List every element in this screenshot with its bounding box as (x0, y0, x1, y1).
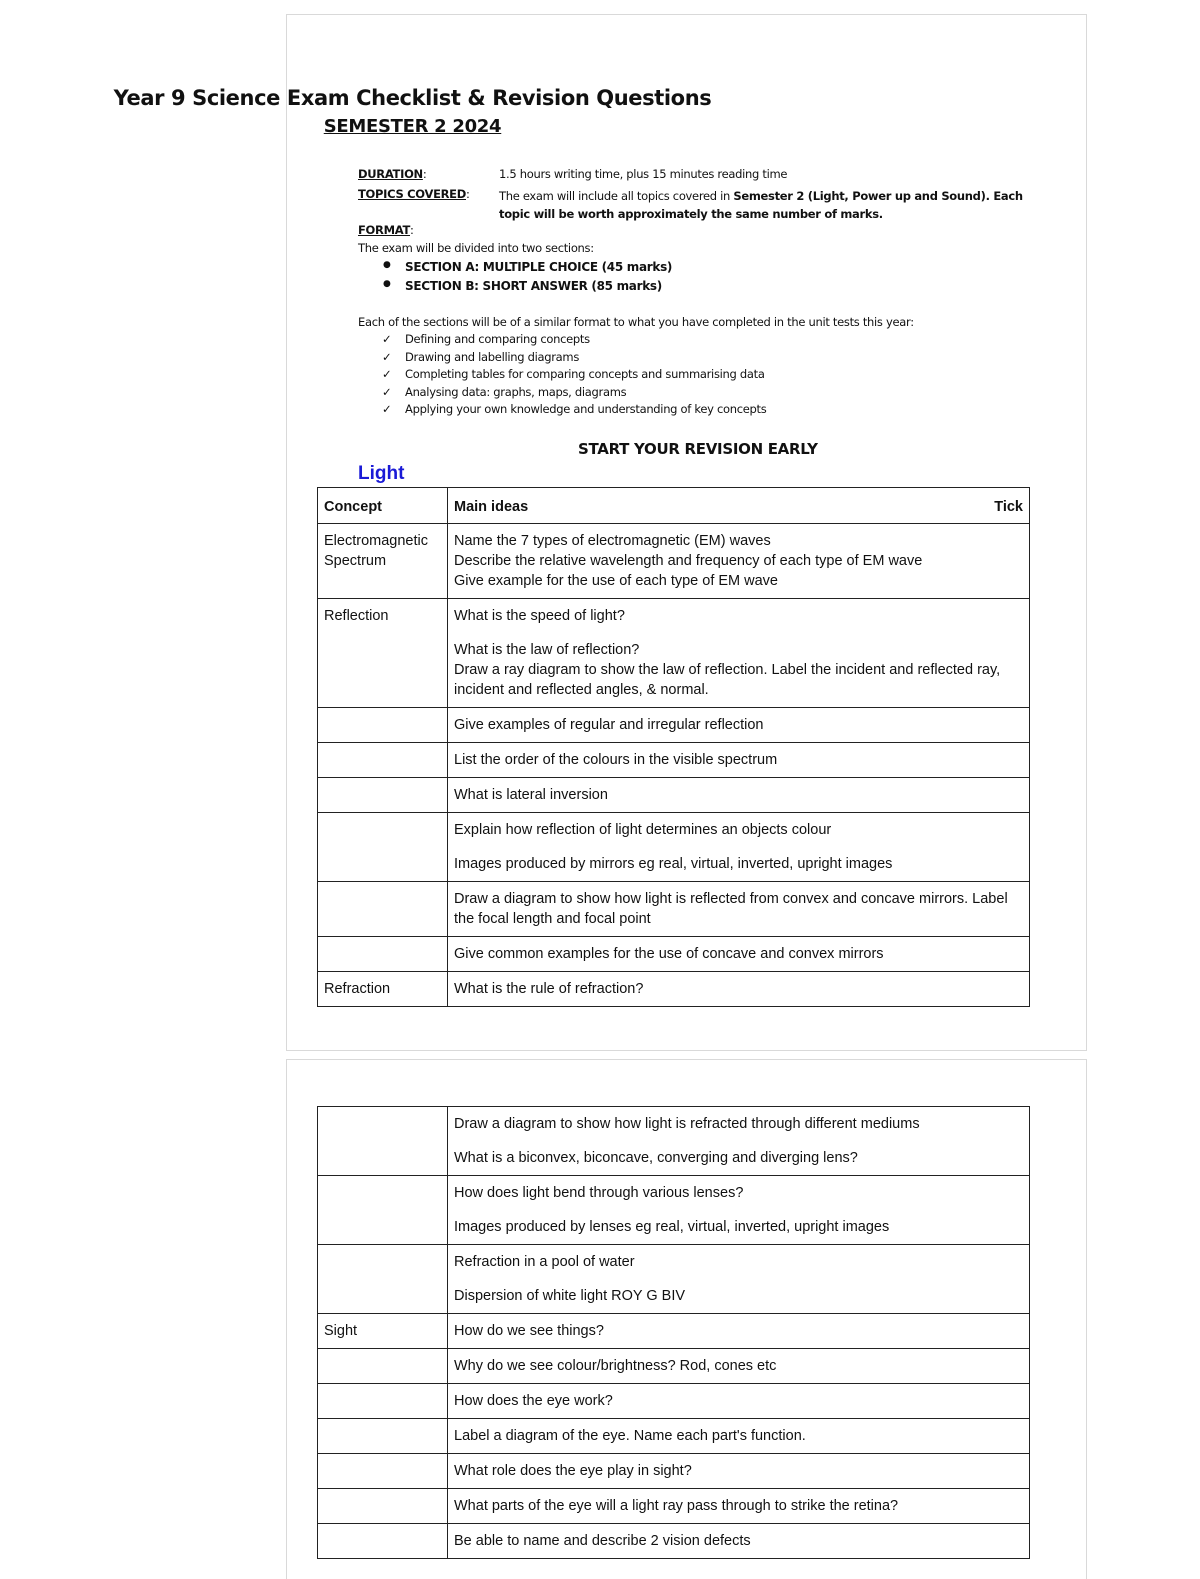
table-row (318, 1245, 1030, 1314)
main-idea-text: Images produced by lenses eg real, virtual, inverted, upright images (454, 1219, 890, 1235)
main-idea-text: Draw a ray diagram to show the law of reflection. Label the incident and reflected ray, incident and reflected angles, & normal. (454, 662, 1001, 698)
list-item: ● SECTION A: MULTIPLE CHOICE (45 marks) (358, 260, 672, 279)
topics-value-start: The exam will include all topics covered in (499, 189, 734, 203)
main-ideas-cell (448, 524, 1030, 599)
main-idea-text: Be able to name and describe 2 vision defects (454, 1533, 751, 1549)
topics-value-bold: Semester 2 (Light, Power up and Sound). Each topic will be worth approximately the same number of marks. (499, 189, 1023, 221)
main-idea-text: Dispersion of white light ROY G BIV (454, 1288, 686, 1304)
format-checklist (358, 332, 766, 420)
duration-label-wrap: DURATION: (358, 167, 427, 181)
concept-cell (318, 1454, 448, 1489)
concept-cell: Refraction (318, 972, 448, 1007)
main-ideas-cell (448, 1314, 1030, 1349)
table-row (318, 1176, 1030, 1245)
table-row (318, 882, 1030, 937)
table-row (318, 1489, 1030, 1524)
checklist-text: Applying your own knowledge and understanding of key concepts (405, 402, 767, 417)
main-ideas-cell (448, 708, 1030, 743)
concept-cell (318, 937, 448, 972)
main-idea-text: Label a diagram of the eye. Name each part's function. (454, 1428, 806, 1444)
table-body (318, 1107, 1030, 1559)
list-item (358, 385, 766, 403)
main-idea-text: Explain how reflection of light determines an objects colour (454, 822, 832, 838)
main-ideas-cell (448, 1419, 1030, 1454)
main-idea-text: How do we see things? (454, 1323, 604, 1339)
main-ideas-cell (448, 1176, 1030, 1245)
concept-cell (318, 1524, 448, 1559)
table-row (318, 1384, 1030, 1419)
table-row (318, 599, 1030, 708)
check-icon: ✓ (382, 367, 392, 382)
sections-list (358, 260, 672, 298)
main-ideas-cell (448, 743, 1030, 778)
check-icon: ✓ (382, 349, 392, 364)
main-ideas-cell (448, 972, 1030, 1007)
main-ideas-cell (448, 1454, 1030, 1489)
list-item (358, 332, 766, 350)
main-ideas-cell (448, 1524, 1030, 1559)
checklist-text: Analysing data: graphs, maps, diagrams (405, 384, 627, 399)
list-item (358, 350, 766, 368)
main-ideas-cell (448, 1349, 1030, 1384)
main-idea-text: How does light bend through various lenses? (454, 1185, 744, 1201)
concept-cell (318, 1349, 448, 1384)
duration-label: DURATION (358, 167, 423, 181)
concept-cell (318, 882, 448, 937)
main-idea-text: What is the law of reflection? (454, 642, 640, 658)
main-idea-text: Name the 7 types of electromagnetic (EM) waves (454, 533, 771, 549)
table-row (318, 708, 1030, 743)
table-row (318, 1454, 1030, 1489)
concept-cell (318, 778, 448, 813)
concept-cell (318, 1245, 448, 1314)
main-idea-text: Images produced by mirrors eg real, virtual, inverted, upright images (454, 856, 893, 872)
list-item (358, 367, 766, 385)
main-idea-text: What parts of the eye will a light ray pass through to strike the retina? (454, 1498, 899, 1514)
checklist-table-light (317, 487, 1030, 1007)
table-row (318, 1419, 1030, 1454)
concept-cell: Electromagnetic Spectrum (318, 524, 448, 599)
concept-cell (318, 708, 448, 743)
main-ideas-cell (448, 937, 1030, 972)
check-icon: ✓ (382, 384, 392, 399)
main-ideas-cell (448, 882, 1030, 937)
concept-cell (318, 1176, 448, 1245)
main-idea-text: Describe the relative wavelength and frequency of each type of EM wave (454, 553, 923, 569)
main-ideas-cell (448, 1489, 1030, 1524)
column-header-main-ideas (448, 488, 1030, 524)
list-item: ● SECTION B: SHORT ANSWER (85 marks) (358, 279, 672, 298)
column-header-concept: Concept (318, 488, 448, 524)
main-ideas-cell (448, 1245, 1030, 1314)
column-header-tick: Tick (994, 498, 1023, 515)
main-ideas-cell (448, 813, 1030, 882)
main-idea-text: What is a biconvex, biconcave, converging and diverging lens? (454, 1150, 858, 1166)
table-row (318, 778, 1030, 813)
topics-value (499, 187, 1029, 223)
table-row (318, 524, 1030, 599)
main-idea-text: Give examples of regular and irregular reflection (454, 717, 764, 733)
main-idea-text: Why do we see colour/brightness? Rod, cones etc (454, 1358, 777, 1374)
table-row (318, 1349, 1030, 1384)
main-idea-text: Refraction in a pool of water (454, 1254, 635, 1270)
concept-cell (318, 813, 448, 882)
table-row (318, 743, 1030, 778)
main-idea-text: List the order of the colours in the visible spectrum (454, 752, 778, 768)
topics-label: TOPICS COVERED (358, 187, 466, 201)
sections-intro: Each of the sections will be of a similar format to what you have completed in the unit tests this year: (358, 315, 914, 329)
table-row (318, 937, 1030, 972)
concept-cell (318, 1107, 448, 1176)
table-header-row (318, 488, 1030, 524)
document-subtitle: SEMESTER 2 2024 (323, 116, 502, 137)
main-idea-text: What is the rule of refraction? (454, 981, 644, 997)
concept-cell: Reflection (318, 599, 448, 708)
format-label-wrap: FORMAT: (358, 223, 414, 237)
main-idea-text: Give example for the use of each type of EM wave (454, 573, 778, 589)
main-idea-text: How does the eye work? (454, 1393, 613, 1409)
concept-cell: Sight (318, 1314, 448, 1349)
main-ideas-cell (448, 599, 1030, 708)
checklist-table-light-continued (317, 1106, 1030, 1559)
check-icon: ✓ (382, 402, 392, 417)
concept-cell (318, 1384, 448, 1419)
format-label: FORMAT (358, 223, 410, 237)
duration-value: 1.5 hours writing time, plus 15 minutes reading time (499, 167, 788, 181)
table-body (318, 524, 1030, 1007)
concept-cell (318, 743, 448, 778)
topics-label-wrap: TOPICS COVERED: (358, 187, 470, 201)
main-idea-text: Give common examples for the use of concave and convex mirrors (454, 946, 884, 962)
table-row (318, 972, 1030, 1007)
checklist-text: Drawing and labelling diagrams (405, 349, 580, 364)
start-revision-heading: START YOUR REVISION EARLY (578, 440, 818, 458)
main-ideas-cell (448, 1384, 1030, 1419)
main-idea-text: What role does the eye play in sight? (454, 1463, 692, 1479)
checklist-text: Defining and comparing concepts (405, 332, 590, 346)
checklist-text: Completing tables for comparing concepts and summarising data (405, 367, 765, 382)
check-icon: ✓ (382, 332, 392, 346)
main-idea-text: What is the speed of light? (454, 608, 625, 624)
column-header-main-ideas-label: Main ideas (454, 498, 529, 515)
table-row (318, 813, 1030, 882)
main-ideas-cell (448, 778, 1030, 813)
main-idea-text: What is lateral inversion (454, 787, 608, 803)
list-item (358, 402, 766, 420)
section-title-light: Light (358, 463, 405, 484)
main-idea-text: Draw a diagram to show how light is reflected from convex and concave mirrors. Label the focal length and focal point (454, 891, 1008, 927)
concept-cell (318, 1489, 448, 1524)
table-row (318, 1107, 1030, 1176)
concept-cell (318, 1419, 448, 1454)
main-idea-text: Draw a diagram to show how light is refracted through different mediums (454, 1116, 920, 1132)
document-title: Year 9 Science Exam Checklist & Revision Questions (113, 86, 712, 110)
table-row (318, 1524, 1030, 1559)
table-row (318, 1314, 1030, 1349)
format-intro: The exam will be divided into two sections: (358, 241, 594, 255)
main-ideas-cell (448, 1107, 1030, 1176)
